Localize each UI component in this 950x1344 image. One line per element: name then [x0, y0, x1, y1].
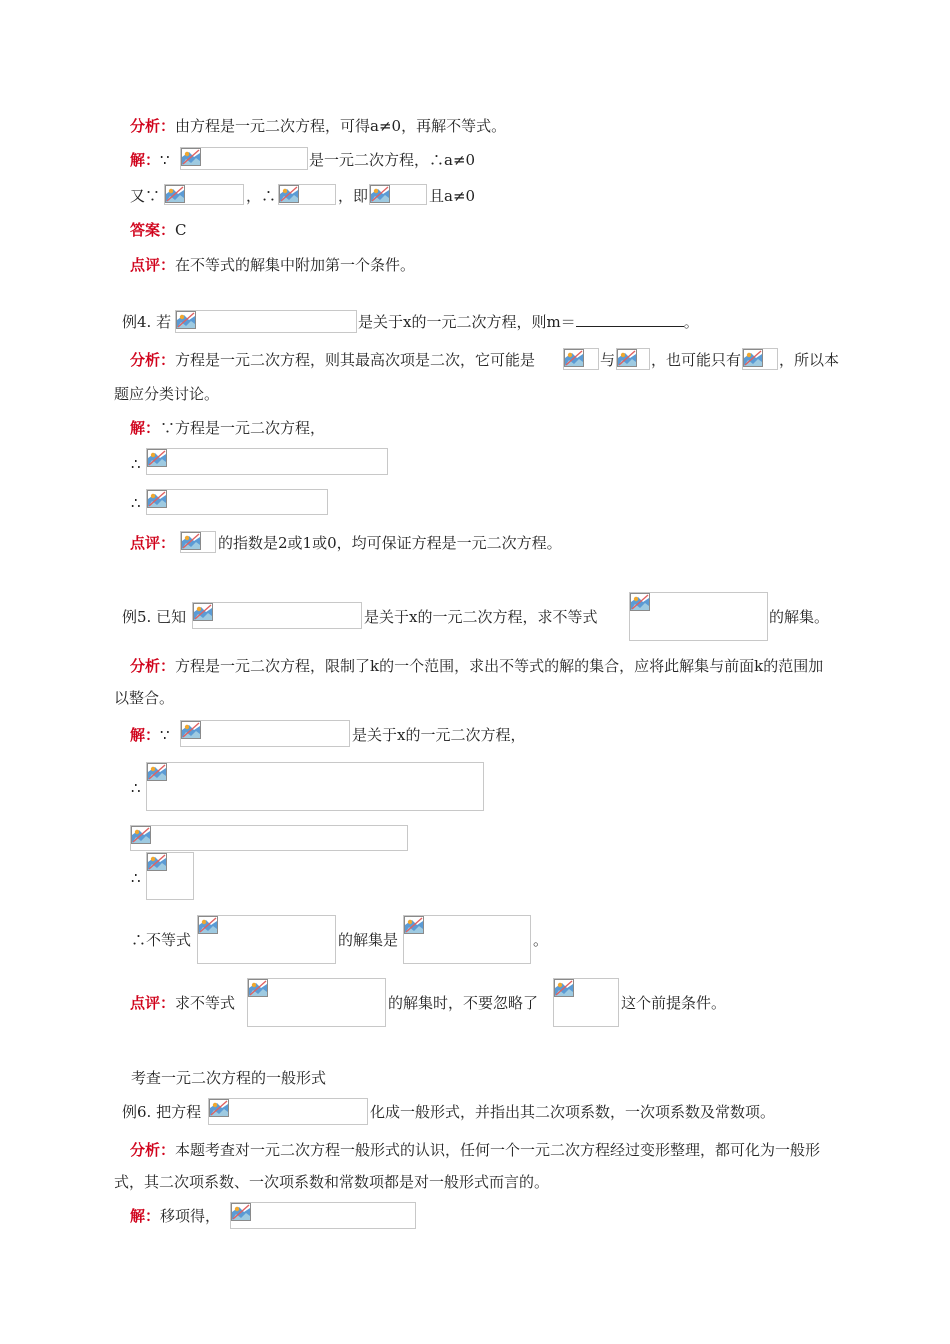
- broken-image-icon: [181, 721, 201, 739]
- equation-image: [616, 348, 650, 370]
- analysis-paragraph: [114, 650, 838, 714]
- solution-label: 解：: [130, 419, 161, 437]
- analysis-label: 分析：: [130, 657, 176, 675]
- comment-text: 在不等式的解集中附加第一个条件。: [175, 256, 416, 274]
- equation-image: [130, 825, 408, 851]
- question-text: 是关于x的一元二次方程，则m＝: [358, 313, 576, 331]
- broken-image-icon: [404, 916, 424, 934]
- broken-image-icon: [147, 490, 167, 508]
- comment-label: 点评：: [130, 534, 176, 552]
- question-end: 的解集。: [769, 608, 830, 626]
- example-4-title: 例4. 若: [122, 313, 172, 331]
- broken-image-icon: [165, 185, 185, 203]
- equation-image: [563, 348, 599, 370]
- because-symbol: ∵: [160, 151, 170, 169]
- solution-label: 解：: [130, 151, 161, 169]
- analysis-text: ，也可能只有: [651, 351, 742, 369]
- comment-text: 这个前提条件。: [621, 994, 727, 1012]
- broken-image-icon: [564, 349, 584, 367]
- analysis-text-end: ，所以本: [779, 351, 840, 369]
- equation-image: [208, 1098, 368, 1125]
- broken-image-icon: [370, 185, 390, 203]
- inequality-image: [247, 978, 386, 1027]
- example-6-title: 例6. 把方程: [122, 1103, 202, 1121]
- comment-label: 点评：: [130, 994, 176, 1012]
- equation-image: [180, 147, 308, 170]
- therefore-symbol: ∴: [131, 455, 141, 473]
- equation-image: [369, 184, 427, 205]
- solution-line: [130, 418, 325, 438]
- solution-text: 是一元二次方程，∴a≠0: [309, 151, 476, 169]
- inequality-image: [197, 915, 336, 964]
- condition-text: 且a≠0: [429, 187, 476, 205]
- equation-image: [742, 348, 778, 370]
- solution-set-image: [403, 915, 531, 964]
- comment-text: 求不等式: [175, 994, 236, 1012]
- period: 。: [533, 931, 549, 949]
- therefore-symbol: ∴: [131, 869, 141, 887]
- therefore-text: ，∴: [246, 187, 277, 205]
- inequality-image: [629, 592, 768, 641]
- broken-image-icon: [743, 349, 763, 367]
- answer-line: [130, 220, 187, 240]
- equation-image: [278, 184, 336, 205]
- equation-image: [230, 1202, 416, 1229]
- broken-image-icon: [181, 532, 201, 550]
- answer-label: 答案：: [130, 221, 176, 239]
- question-text: 是关于x的一元二次方程，求不等式: [364, 608, 598, 626]
- result-image: [146, 852, 194, 900]
- equation-image: [146, 448, 388, 475]
- inequality-text: ∴不等式: [131, 931, 192, 949]
- analysis-line: [130, 116, 506, 136]
- and-text: 与: [600, 351, 616, 369]
- broken-image-icon: [147, 449, 167, 467]
- analysis-text-wrap: 题应分类讨论。: [114, 385, 220, 403]
- broken-image-icon: [176, 311, 196, 329]
- analysis-text: 方程是一元二次方程，则其最高次项是二次，它可能是: [175, 351, 536, 369]
- analysis-text: 方程是一元二次方程，限制了k的一个范围，求出不等式的解的集合，应将此解集与前面k的范围加以整合。: [114, 657, 824, 707]
- broken-image-icon: [279, 185, 299, 203]
- question-text: 化成一般形式，并指出其二次项系数，一次项系数及常数项。: [370, 1103, 776, 1121]
- solution-line: [130, 150, 170, 170]
- solution-label: 解：: [130, 1207, 161, 1225]
- analysis-label: 分析：: [130, 351, 176, 369]
- solution-text: 是关于x的一元二次方程，: [352, 726, 526, 744]
- comment-label: 点评：: [130, 256, 176, 274]
- equation-image: [180, 720, 350, 747]
- broken-image-icon: [193, 603, 213, 621]
- period: 。: [683, 313, 699, 331]
- analysis-text: 由方程是一元二次方程，可得a≠0，再解不等式。: [175, 117, 507, 135]
- comment-line: [130, 255, 415, 275]
- analysis-label: 分析：: [130, 1141, 176, 1159]
- solution-set-text: 的解集是: [338, 931, 399, 949]
- equation-image: [175, 310, 357, 333]
- broken-image-icon: [209, 1099, 229, 1117]
- therefore-symbol: ∴: [131, 494, 141, 512]
- answer-blank: [576, 312, 684, 327]
- broken-image-icon: [147, 853, 167, 871]
- broken-image-icon: [131, 826, 151, 844]
- equation-image: [146, 489, 328, 515]
- comment-text: 的指数是2或1或0，均可保证方程是一元二次方程。: [218, 534, 562, 552]
- analysis-line: [130, 350, 535, 370]
- analysis-text: 本题考查对一元二次方程一般形式的认识，任何一个一元二次方程经过变形整理，都可化为一般形式，其二次项系数、一次项系数和常数项都是对一般形式而言的。: [114, 1141, 821, 1191]
- analysis-paragraph: [114, 1134, 838, 1198]
- because-symbol: ∵: [160, 726, 170, 744]
- therefore-symbol: ∴: [131, 779, 141, 797]
- solution-label: 解：: [130, 726, 161, 744]
- analysis-label: 分析：: [130, 117, 176, 135]
- broken-image-icon: [554, 979, 574, 997]
- answer-text: C: [175, 221, 187, 239]
- broken-image-icon: [198, 916, 218, 934]
- broken-image-icon: [248, 979, 268, 997]
- system-image: [146, 762, 484, 811]
- namely-text: ，即: [338, 187, 369, 205]
- equation-image: [180, 531, 216, 553]
- comment-line: [130, 993, 235, 1013]
- condition-image: [553, 978, 619, 1027]
- broken-image-icon: [617, 349, 637, 367]
- comment-text: 的解集时，不要忽略了: [388, 994, 539, 1012]
- broken-image-icon: [630, 593, 650, 611]
- solution-line: [130, 725, 170, 745]
- equation-image: [192, 602, 362, 629]
- solution-text: 移项得，: [160, 1207, 221, 1225]
- solution-line: [130, 1206, 220, 1226]
- broken-image-icon: [147, 763, 167, 781]
- broken-image-icon: [231, 1203, 251, 1221]
- equation-image: [164, 184, 244, 205]
- section-heading: 考查一元二次方程的一般形式: [131, 1069, 327, 1087]
- solution-text: ∵方程是一元二次方程，: [160, 419, 326, 437]
- comment-label-line: [130, 533, 175, 553]
- broken-image-icon: [181, 148, 201, 166]
- example-4-question: [358, 312, 699, 332]
- example-5-title: 例5. 已知: [122, 608, 187, 626]
- solution-line-2: 又∵: [130, 187, 161, 205]
